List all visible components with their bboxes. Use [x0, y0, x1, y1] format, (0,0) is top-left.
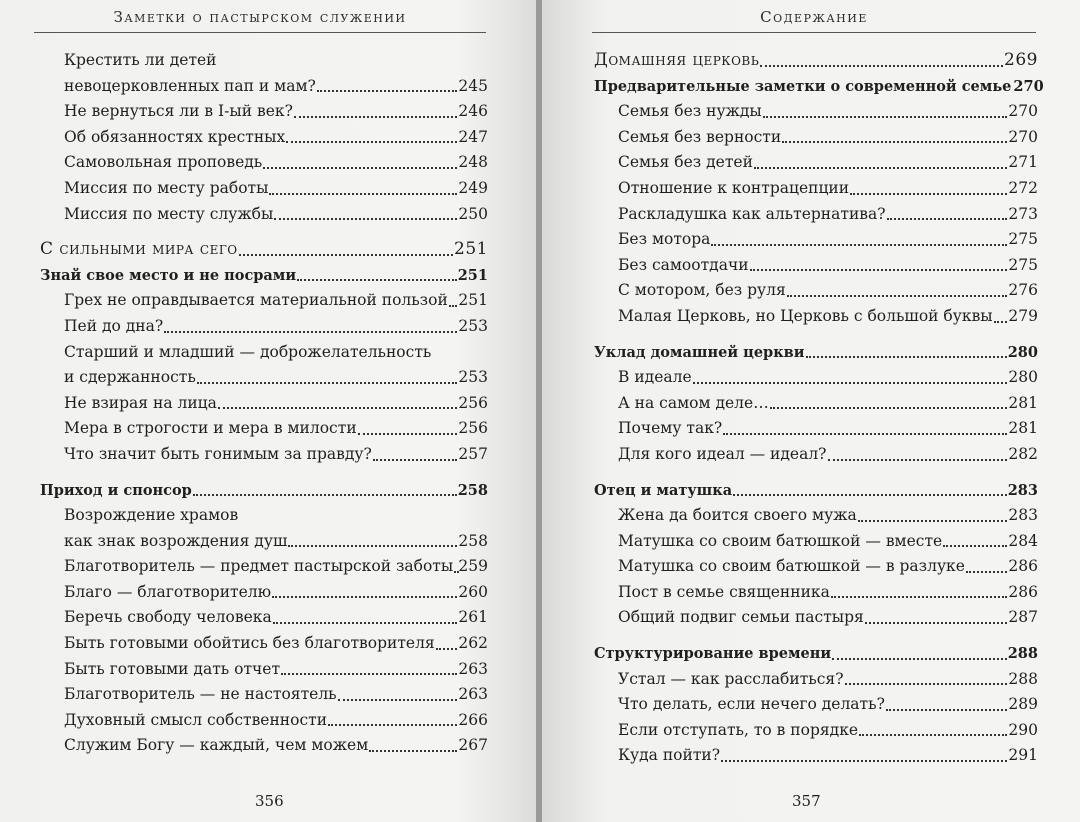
toc-entry-page: 275: [1008, 230, 1038, 249]
toc-entry-page: 280: [1007, 343, 1038, 361]
toc-gap: [594, 330, 1038, 340]
toc-entry-title: Не вернуться ли в I-ый век?: [64, 102, 293, 121]
toc-entry-title: Отношение к контрацепции: [618, 178, 850, 197]
toc-entry: [40, 503, 488, 529]
toc-entry-title: Домашняя церковь: [594, 50, 760, 70]
toc-entry: [594, 278, 1038, 304]
toc-entry-page: 245: [458, 76, 488, 95]
toc-entry: [40, 631, 488, 657]
toc-entry-page: 258: [457, 481, 488, 499]
toc-entry-title: Семья без верности: [618, 127, 782, 146]
toc-entry-title: Миссия по месту службы: [64, 204, 274, 223]
toc-entry-page: 267: [458, 736, 488, 755]
toc-entry: [594, 304, 1038, 330]
toc-entry-title: Благо — благотворителю: [64, 582, 272, 601]
toc-entry: [40, 416, 488, 442]
toc-entry-title: Самовольная проповедь: [64, 153, 263, 172]
toc-entry-title: невоцерковленных пап и мам?: [64, 76, 316, 95]
toc-dot-leader: [750, 269, 1008, 271]
toc-entry-title: Малая Церковь, но Церковь с большой буквы: [618, 306, 993, 325]
toc-entry-page: 279: [1008, 306, 1038, 325]
toc-entry-page: 286: [1008, 557, 1038, 576]
toc-dot-leader: [239, 254, 453, 256]
toc-entry: [40, 202, 488, 228]
toc-dot-leader: [782, 141, 1007, 143]
toc-dot-leader: [763, 116, 1008, 118]
toc-entry-page: 276: [1008, 281, 1038, 300]
toc-entry-title: Что значит быть гонимым за правду?: [64, 444, 372, 463]
toc-dot-leader: [865, 622, 1008, 624]
toc-entry-title: Благотворитель — предмет пастырской заботы: [64, 557, 454, 576]
toc-entry: [594, 99, 1038, 125]
toc-entry-page: 253: [458, 316, 488, 335]
toc-entry-page: 250: [458, 204, 488, 223]
toc-entry: [594, 416, 1038, 442]
toc-entry: [40, 365, 488, 391]
toc-entry: [594, 227, 1038, 253]
toc-dot-leader: [436, 648, 458, 650]
toc-entry: [40, 605, 488, 631]
toc-entry-title: Что делать, если нечего делать?: [618, 695, 885, 714]
toc-entry-title: Быть готовыми дать отчет: [64, 659, 281, 678]
toc-dot-leader: [887, 218, 1008, 220]
toc-entry-page: 247: [458, 127, 488, 146]
toc-entry-title: Структурирование времени: [594, 645, 832, 663]
toc-entry: [594, 125, 1038, 151]
toc-entry-page: 253: [458, 368, 488, 387]
toc-dot-leader: [197, 382, 458, 384]
toc-entry: [40, 708, 488, 734]
toc-entry-page: 256: [458, 393, 488, 412]
toc-entry-title: Раскладушка как альтернатива?: [618, 204, 886, 223]
toc-entry: [40, 48, 488, 74]
toc-entry-page: 271: [1008, 153, 1038, 172]
toc-entry: [594, 743, 1038, 769]
toc-dot-leader: [358, 433, 458, 435]
left-page-number: 356: [255, 792, 284, 810]
toc-dot-leader: [328, 724, 457, 726]
toc-entry-title: Жена да боится своего мужа: [618, 506, 857, 525]
right-toc: [594, 48, 1044, 769]
toc-dot-leader: [193, 494, 457, 496]
toc-entry: [40, 150, 488, 176]
toc-subsection-heading: [594, 641, 1038, 667]
toc-entry-title: С сильными мира сего: [40, 239, 238, 260]
toc-dot-leader: [711, 244, 1007, 246]
toc-dot-leader: [281, 673, 457, 675]
right-page-number: 357: [792, 792, 821, 810]
toc-entry-title: Семья без детей: [618, 153, 753, 172]
toc-entry: [40, 580, 488, 606]
toc-dot-leader: [269, 193, 457, 195]
toc-entry-title: Почему так?: [618, 419, 723, 438]
toc-entry-page: 258: [458, 531, 488, 550]
toc-entry-title: как знак возрождения душ: [64, 531, 288, 550]
toc-entry-page: 275: [1008, 255, 1038, 274]
toc-dot-leader: [850, 193, 1007, 195]
toc-entry: [594, 365, 1038, 391]
toc-entry-page: 281: [1008, 419, 1038, 438]
toc-entry: [40, 340, 488, 366]
toc-entry: [40, 657, 488, 683]
toc-entry-title: Куда пойти?: [618, 746, 721, 765]
toc-dot-leader: [723, 433, 1007, 435]
toc-entry-page: 290: [1008, 720, 1038, 739]
toc-entry: [40, 74, 488, 100]
toc-entry: [40, 442, 488, 468]
toc-entry-title: Благотворитель — не настоятель: [64, 685, 337, 704]
toc-dot-leader: [858, 520, 1008, 522]
toc-entry: [594, 692, 1038, 718]
toc-entry-title: Беречь свободу человека: [64, 608, 272, 627]
toc-gap: [40, 227, 488, 237]
toc-entry: [40, 733, 488, 759]
toc-gap: [40, 468, 488, 478]
toc-dot-leader: [859, 734, 1007, 736]
toc-entry-title: Устал — как расслабиться?: [618, 669, 844, 688]
toc-entry-page: 282: [1008, 444, 1038, 463]
toc-entry: [594, 150, 1038, 176]
toc-entry: [40, 314, 488, 340]
toc-dot-leader: [338, 699, 458, 701]
toc-entry-title: Уклад домашней церкви: [594, 343, 805, 361]
toc-gap: [594, 468, 1038, 478]
toc-dot-leader: [297, 279, 457, 281]
toc-entry-title: Матушка со своим батюшкой — вместе: [618, 531, 943, 550]
toc-subsection-heading: [594, 340, 1038, 366]
toc-entry-title: Без мотора: [618, 230, 711, 249]
toc-entry-page: 251: [457, 266, 488, 284]
toc-dot-leader: [886, 709, 1008, 711]
toc-entry-page: 283: [1007, 481, 1038, 499]
toc-entry-page: 256: [458, 419, 488, 438]
left-running-head: Заметки о пастырском служении: [113, 8, 407, 26]
toc-entry-page: 251: [458, 291, 488, 310]
toc-entry-page: 263: [458, 685, 488, 704]
toc-dot-leader: [218, 407, 458, 409]
toc-subsection-heading: [594, 74, 1044, 100]
toc-dot-leader: [373, 459, 458, 461]
toc-entry-page: 280: [1008, 368, 1038, 387]
toc-entry: [40, 176, 488, 202]
toc-entry: [594, 605, 1038, 631]
toc-entry-page: 281: [1008, 393, 1038, 412]
toc-entry-title: Приход и спонсор: [40, 481, 192, 499]
toc-dot-leader: [966, 571, 1007, 573]
toc-dot-leader: [449, 305, 458, 307]
toc-subsection-heading: [40, 263, 488, 289]
toc-entry-title: Грех не оправдывается материальной пользой: [64, 291, 448, 310]
right-running-head: Содержание: [760, 8, 868, 26]
toc-entry-title: и сдержанность: [64, 368, 196, 387]
toc-entry-page: 272: [1008, 178, 1038, 197]
toc-entry-title: Семья без нужды: [618, 102, 762, 121]
right-head-rule: [592, 32, 1036, 33]
toc-entry-title: Духовный смысл собственности: [64, 710, 328, 729]
toc-entry-page: 284: [1008, 531, 1038, 550]
toc-dot-leader: [943, 545, 1007, 547]
toc-entry-title: Без самоотдачи: [618, 255, 749, 274]
toc-entry-title: Пост в семье священника: [618, 582, 830, 601]
toc-entry: [594, 580, 1038, 606]
toc-entry: [594, 442, 1038, 468]
toc-entry-page: 273: [1008, 204, 1038, 223]
toc-entry-title: Крестить ли детей: [64, 51, 217, 69]
toc-section-heading: [40, 237, 488, 263]
toc-entry-title: Знай свое место и не посрами: [40, 266, 297, 284]
toc-entry-title: Отец и матушка: [594, 481, 733, 499]
toc-dot-leader: [831, 596, 1008, 598]
toc-entry-page: 263: [458, 659, 488, 678]
toc-entry-title: Миссия по месту работы: [64, 178, 269, 197]
toc-dot-leader: [721, 760, 1007, 762]
toc-entry: [594, 391, 1038, 417]
toc-entry-title: Для кого идеал — идеал?: [618, 444, 827, 463]
toc-entry: [40, 554, 488, 580]
toc-entry: [594, 202, 1038, 228]
toc-entry-page: 246: [458, 102, 488, 121]
toc-entry-title: Мера в строгости и мера в милости: [64, 419, 357, 438]
toc-entry-page: 269: [1004, 50, 1038, 70]
toc-entry: [40, 125, 488, 151]
left-page: [0, 0, 538, 822]
toc-entry-page: 289: [1008, 695, 1038, 714]
toc-entry: [594, 529, 1038, 555]
toc-dot-leader: [770, 407, 1008, 409]
toc-entry-page: 248: [458, 153, 488, 172]
toc-dot-leader: [994, 321, 1008, 323]
toc-dot-leader: [263, 167, 457, 169]
toc-entry-page: 257: [458, 444, 488, 463]
left-toc: [40, 48, 488, 759]
toc-dot-leader: [693, 382, 1008, 384]
toc-section-heading: [594, 48, 1038, 74]
toc-entry-title: Не взирая на лица: [64, 393, 217, 412]
toc-entry-page: 291: [1008, 746, 1038, 765]
toc-entry-page: 270: [1008, 102, 1038, 121]
toc-subsection-heading: [40, 478, 488, 504]
toc-entry-page: 262: [458, 634, 488, 653]
toc-entry-page: 266: [458, 710, 488, 729]
toc-dot-leader: [288, 545, 457, 547]
toc-entry-title: Пей до дна?: [64, 316, 164, 335]
toc-dot-leader: [760, 65, 1003, 67]
toc-dot-leader: [787, 295, 1008, 297]
toc-dot-leader: [317, 90, 458, 92]
toc-entry-page: 260: [458, 582, 488, 601]
toc-entry-title: В идеале: [618, 368, 692, 387]
toc-entry: [594, 667, 1038, 693]
toc-entry-page: 249: [458, 178, 488, 197]
toc-gap: [594, 631, 1038, 641]
toc-entry-title: А на самом деле…: [618, 393, 769, 412]
toc-subsection-heading: [594, 478, 1038, 504]
toc-entry: [594, 503, 1038, 529]
toc-entry-title: С мотором, без руля: [618, 281, 786, 300]
toc-dot-leader: [294, 116, 458, 118]
toc-dot-leader: [828, 459, 1008, 461]
toc-entry-title: Предварительные заметки о современной семье: [594, 77, 1012, 95]
toc-entry: [594, 718, 1038, 744]
toc-dot-leader: [733, 494, 1007, 496]
toc-entry-page: 261: [458, 608, 488, 627]
toc-entry: [40, 99, 488, 125]
toc-entry-title: Общий подвиг семьи пастыря: [618, 608, 864, 627]
toc-dot-leader: [273, 622, 458, 624]
toc-entry-title: Возрождение храмов: [64, 506, 239, 525]
toc-dot-leader: [845, 683, 1008, 685]
toc-entry-page: 287: [1008, 608, 1038, 627]
toc-dot-leader: [286, 141, 457, 143]
toc-entry-page: 286: [1008, 582, 1038, 601]
toc-entry: [40, 529, 488, 555]
right-page: [542, 0, 1080, 822]
toc-dot-leader: [754, 167, 1007, 169]
toc-entry-title: Старший и младший — доброжелательность: [64, 342, 432, 361]
toc-dot-leader: [369, 750, 457, 752]
toc-entry-page: 283: [1008, 506, 1038, 525]
toc-dot-leader: [454, 571, 457, 573]
toc-entry-page: 251: [454, 239, 488, 260]
toc-entry: [40, 391, 488, 417]
toc-entry-page: 259: [458, 557, 488, 576]
toc-entry-title: Быть готовыми обойтись без благотворителя: [64, 634, 435, 653]
toc-dot-leader: [806, 356, 1007, 358]
toc-entry-page: 288: [1008, 669, 1038, 688]
toc-dot-leader: [274, 218, 457, 220]
toc-entry-page: 270: [1008, 127, 1038, 146]
toc-dot-leader: [272, 596, 457, 598]
toc-entry-title: Если отступать, то в порядке: [618, 720, 859, 739]
toc-entry: [594, 253, 1038, 279]
toc-entry-page: 288: [1007, 645, 1038, 663]
toc-dot-leader: [164, 331, 457, 333]
toc-entry: [40, 288, 488, 314]
toc-dot-leader: [832, 658, 1007, 660]
toc-entry: [594, 554, 1038, 580]
toc-entry-page: 270: [1013, 77, 1044, 95]
toc-entry-title: Об обязанностях крестных: [64, 127, 286, 146]
toc-entry: [594, 176, 1038, 202]
toc-entry: [40, 682, 488, 708]
toc-entry-title: Служим Богу — каждый, чем можем: [64, 736, 369, 755]
toc-entry-title: Матушка со своим батюшкой — в разлуке: [618, 557, 965, 576]
left-head-rule: [34, 32, 486, 33]
